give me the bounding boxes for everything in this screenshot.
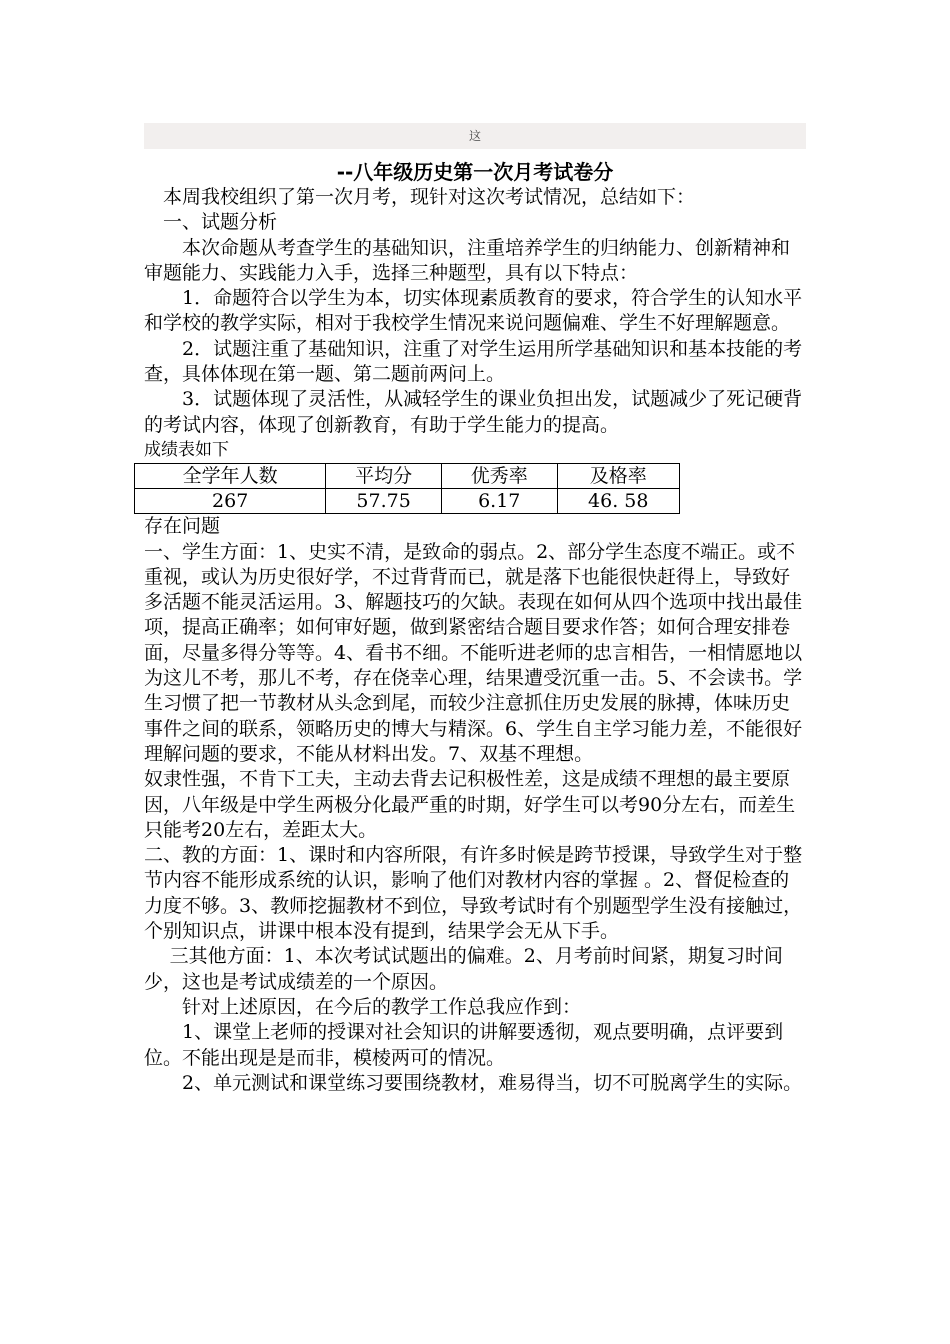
measure-item-1: 1、课堂上老师的授课对社会知识的讲解要透彻，观点要明确，点评要到位。不能出现是是而非，模棱两可的情况。 (144, 1021, 784, 1069)
top-banner-text: 这 (468, 129, 481, 143)
analysis-point-2: 2．试题注重了基础知识，注重了对学生运用所学基础知识和基本技能的考查，具体体现在第一题、第二题前两问上。 (144, 337, 803, 386)
analysis-paragraph: 本次命题从考查学生的基础知识，注重培养学生的归纳能力、创新精神和审题能力、实践能力入手，选择三种题型，具有以下特点： (144, 236, 791, 284)
table-header-row (135, 464, 680, 489)
table-header-cell: 平均分 (326, 464, 442, 489)
score-table-caption: 成绩表如下 (144, 439, 229, 460)
table-header-cell: 全学年人数 (135, 464, 326, 489)
problems-attitude: 奴隶性强，不肯下工夫，主动去背去记积极性差，这是成绩不理想的最主要原因，八年级是中学生两极分化最严重的时期，好学生可以考90分左右，而差生只能考20左右，差距太大。 (144, 768, 796, 841)
table-cell: 57.75 (326, 489, 442, 514)
problems-teaching: 二、教的方面：1、课时和内容所限，有许多时候是跨节授课，导致学生对于整节内容不能形成系统的认识，影响了他们对教材内容的掌握 。2、督促检查的力度不够。3、教师挖掘教材不到位，导致考试时有个别题型学生没有接触过，个别知识点，讲课中根本没有提到，结果学会无从下手。 (144, 844, 803, 943)
intro-paragraph: 本周我校组织了第一次月考，现针对这次考试情况，总结如下： (163, 186, 696, 208)
table-cell: 46. 58 (557, 489, 679, 514)
table-header-cell: 及格率 (557, 464, 679, 489)
top-banner (144, 123, 806, 149)
document-body (144, 185, 806, 1096)
table-cell: 267 (135, 489, 326, 514)
table-row (135, 489, 680, 514)
analysis-point-1: 1．命题符合以学生为本，切实体现素质教育的要求，符合学生的认知水平和学校的教学实际，相对于我校学生情况来说问题偏难、学生不好理解题意。 (144, 287, 803, 335)
problems-heading: 存在问题 (144, 515, 221, 538)
document-title: --八年级历史第一次月考试卷分 (336, 160, 614, 184)
table-header-cell: 优秀率 (441, 464, 557, 489)
analysis-point-3: 3．试题体现了灵活性，从减轻学生的课业负担出发，试题减少了死记硬背的考试内容，体现了创新教育，有助于学生能力的提高。 (144, 388, 803, 436)
score-table (134, 463, 680, 514)
problems-other: 三其他方面：1、本次考试试题出的偏难。2、月考前时间紧，期复习时间少，这也是考试成绩差的一个原因。 (144, 945, 783, 993)
section-heading-analysis: 一、试题分析 (163, 211, 278, 234)
problems-students: 一、学生方面：1、史实不清，是致命的弱点。2、部分学生态度不端正。或不重视，或认为历史很好学，不过背背而已，就是落下也能很快赶得上，导致好多活题不能灵活运用。3、解题技巧的欠缺。表现在如何从四个选项中找出最佳项，提高正确率；如何审好题，做到紧密结合题目要求作答；如何合理安排卷面，尽量多得分等等。4、看书不细。不能听进老师的忠言相告，一相情愿地以为这儿不考，那儿不考，存在侥幸心理，结果遭受沉重一击。5、不会读书。学生习惯了把一节教材从头念到尾，而较少注意抓住历史发展的脉搏，体味历史事件之间的联系，领略历史的博大与精深。6、学生自主学习能力差，不能很好理解问题的要求，不能从材料出发。7、双基不理想。 (144, 540, 803, 765)
measures-intro: 针对上述原因，在今后的教学工作总我应作到： (182, 995, 582, 1018)
table-cell: 6.17 (441, 489, 557, 514)
measure-item-2: 2、单元测试和课堂练习要围绕教材，难易得当，切不可脱离学生的实际。 (182, 1071, 803, 1094)
